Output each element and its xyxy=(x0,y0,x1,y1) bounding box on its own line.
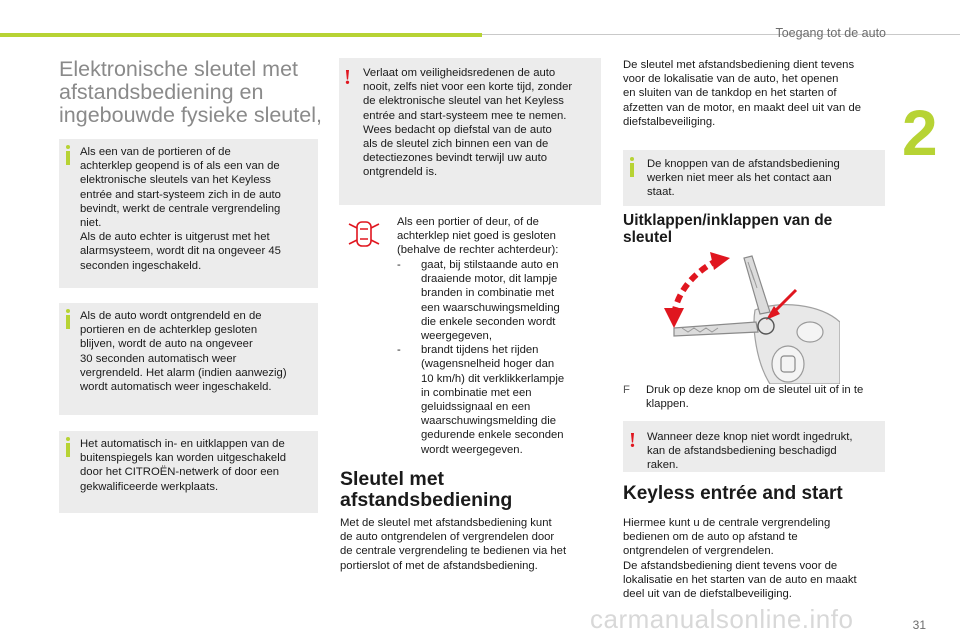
info-text: Als de auto wordt ontgrendeld en de portieren en de achterklep gesloten blijven, wordt de auto na ongeveer 30 seconden automatisch weer vergrendeld. Het alarm (indien aanwezig) wordt automatisch weer ingeschakeld. xyxy=(80,310,287,394)
info-box-buttons xyxy=(623,150,885,206)
fold-heading: Uitklappen/inklappen van de sleutel xyxy=(623,212,833,246)
page-number: 31 xyxy=(912,618,926,632)
info-box-auto-relock xyxy=(59,303,318,415)
door-warning-list xyxy=(397,258,597,457)
header-rule xyxy=(482,34,960,35)
info-icon xyxy=(66,315,70,329)
list-dash: - xyxy=(397,259,401,271)
step-text: Druk op deze knop om de sleutel uit of in te klappen. xyxy=(646,384,864,411)
fold-step xyxy=(623,383,885,411)
chapter-number: 2 xyxy=(902,97,938,169)
door-warning-intro: Als een portier of deur, of de achterklep niet goed is gesloten (behalve de rechter achterdeur): xyxy=(397,216,559,257)
list-item xyxy=(623,383,885,411)
remote-heading: Sleutel met afstandsbediening xyxy=(340,468,513,511)
right-intro-text: De sleutel met afstandsbediening dient tevens voor de lokalisatie van de auto, het openen en sluiten van de tankdop en het starten of afzetten van de motor, en maakt deel uit van de diefstalbeveiliging. xyxy=(623,59,862,128)
warning-box-fold xyxy=(623,421,885,472)
door-open-warning-icon xyxy=(343,214,385,254)
list-item-text: gaat, bij stilstaande auto en draaiende motor, dit lampje branden in combinatie met een waarschuwingsmelding die enkele seconden wordt weergegeven, xyxy=(421,259,560,343)
page-title: Elektronische sleutel met afstandsbediening en ingebouwde fysieke sleutel, xyxy=(59,57,322,127)
header-accent-bar xyxy=(0,33,482,37)
list-item-text: brandt tijdens het rijden (wagensnelheid hoger dan 10 km/h) dit verklikkerlampje in combinatie met een geluidssignaal en een waarschuwingsmelding die gedurende enkele seconden wordt weergegeven. xyxy=(421,344,565,456)
list-item xyxy=(397,343,597,457)
info-icon xyxy=(66,443,70,457)
key-fold-illustration xyxy=(660,252,840,384)
info-box-doors-open xyxy=(59,139,318,288)
list-dash: - xyxy=(397,344,401,357)
warning-text: Wanneer deze knop niet wordt ingedrukt, kan de afstandsbediening beschadigd raken. xyxy=(647,431,853,472)
keyless-heading: Keyless entrée and start xyxy=(623,483,843,504)
warning-box-theft xyxy=(339,58,601,205)
warning-icon: ! xyxy=(629,428,636,452)
info-text: Het automatisch in- en uitklappen van de buitenspiegels kan worden uitgeschakeld door het CITROËN-netwerk of door een gekwalificeerde werkplaats. xyxy=(80,438,286,493)
step-marker: F xyxy=(623,384,630,396)
keyless-text: Hiermee kunt u de centrale vergrendeling bedienen om de auto op afstand te ontgrendelen of vergrendelen. De afstandsbediening dient tevens voor de lokalisatie en het starten van de auto en maakt deel uit van de diefstalbeveiliging. xyxy=(623,517,857,601)
info-icon xyxy=(66,151,70,165)
remote-text: Met de sleutel met afstandsbediening kunt de auto ontgrendelen of vergrendelen door de centrale vergrendeling te bedienen via het portierslot of met de afstandsbediening. xyxy=(340,517,567,572)
watermark: carmanualsonline.info xyxy=(590,604,854,634)
section-title: Toegang tot de auto xyxy=(775,26,886,40)
warning-text: Verlaat om veiligheidsredenen de auto nooit, zelfs niet voor een korte tijd, zonder de elektronische sleutel van het Keyless entrée and start-systeem mee te nemen. Wees bedacht op diefstal van de auto als de sleutel zich binnen een van de detectiezones bevindt terwijl uw auto ontgrendeld is. xyxy=(363,67,573,179)
warning-icon: ! xyxy=(344,65,351,89)
info-text: De knoppen van de afstandsbediening werken niet meer als het contact aan staat. xyxy=(647,158,840,199)
info-icon xyxy=(630,163,634,177)
info-text: Als een van de portieren of de achterklep geopend is of als een van de elektronische sleutels van het Keyless entrée and start-systeem zich in de auto bevindt, werkt de centrale vergrendeling niet. Als de auto echter is uitgerust met het alarmsysteem, wordt dit na ongeveer 45 seconden ingeschakeld. xyxy=(80,146,281,272)
info-box-mirrors xyxy=(59,431,318,513)
list-item xyxy=(397,258,597,343)
